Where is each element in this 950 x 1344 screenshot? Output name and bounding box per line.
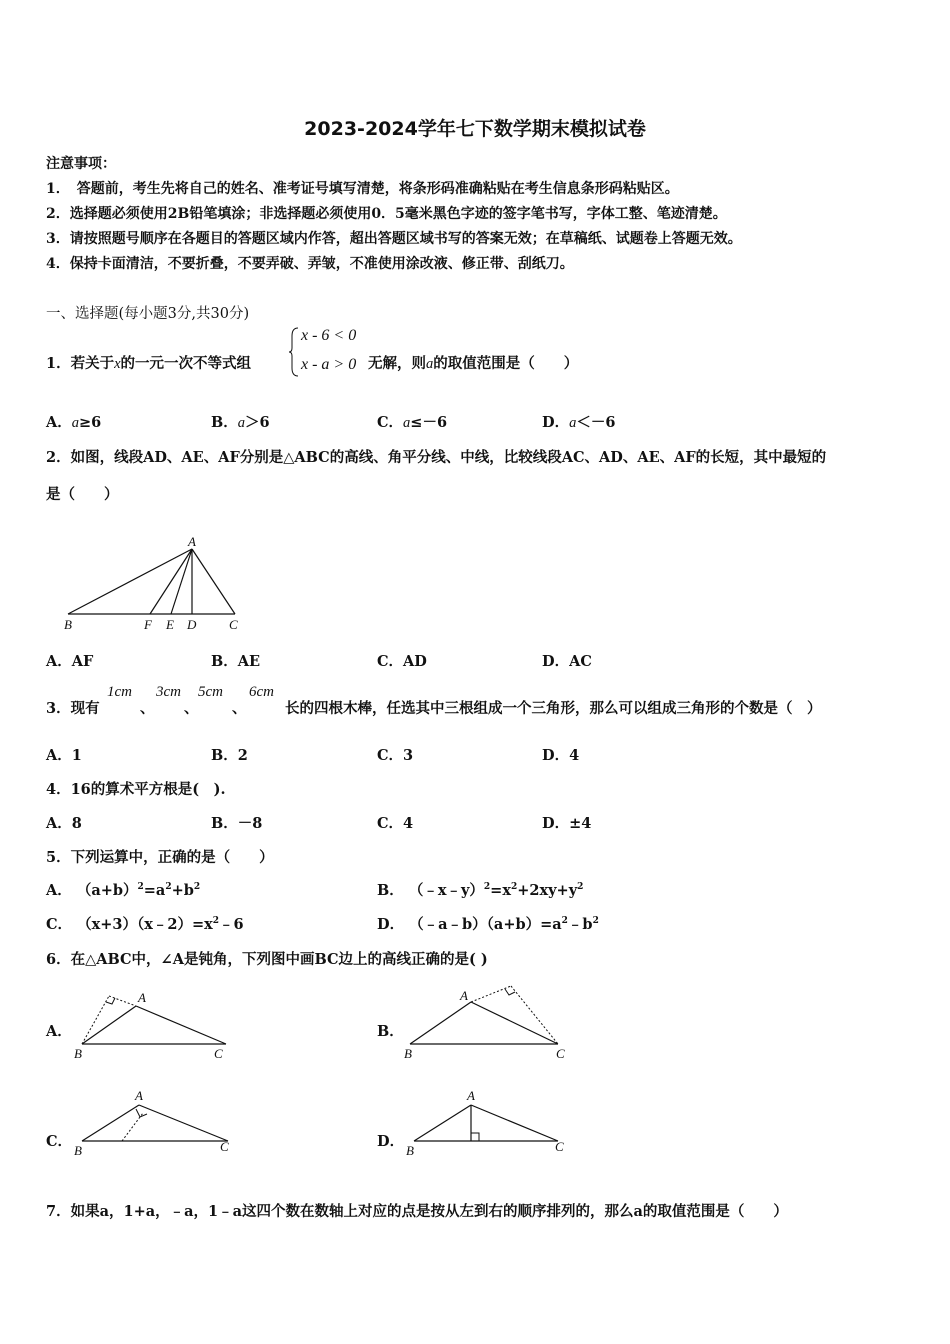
q6-figure-b [398,978,573,1064]
q1-tail2: 的取值范围是（ ） [433,355,579,372]
q3-option-d[interactable]: D．4 [542,747,580,764]
q1-option-c[interactable]: C．a≤－6 [377,414,448,431]
q6d-label-c: C [555,1139,564,1154]
q6b-label-b: B [404,1046,412,1061]
q1-brace [288,326,300,378]
note-item: 1． 答题前，考生先将自己的姓名、准考证号填写清楚，将条形码准确粘贴在考生信息条形码粘贴区。 [46,181,679,197]
q1-var-x: x [114,356,121,372]
q2-label-b: B [64,617,72,632]
q4-option-b[interactable]: B．－8 [211,815,263,832]
q2-option-c[interactable]: C．AD [377,653,427,670]
q6a-label-a: A [138,990,146,1005]
q6b-label-c: C [556,1046,565,1061]
page-title: 2023-2024学年七下数学期末模拟试卷 [304,118,646,140]
q2-option-b[interactable]: B．AE [211,653,261,670]
q2-segment-af [150,549,192,614]
q6d-label-b: B [406,1143,414,1158]
section-heading: 一、选择题(每小题3分,共30分) [46,306,250,322]
q3-option-b[interactable]: B．2 [211,747,248,764]
q6-option-b[interactable]: B． [377,1023,404,1040]
q1-system-line2: x - a > 0 [301,356,357,373]
q6a-label-c: C [214,1046,223,1061]
q2-option-a[interactable]: A．AF [46,653,94,670]
question-4: 4．16的算术平方根是( ). [46,781,226,798]
q6c-label-a: A [135,1088,143,1103]
q1-tail [368,352,578,373]
note-item: 4．保持卡面清洁，不要折叠，不要弄破、弄皱，不准使用涂改液、修正带、刮纸刀。 [46,256,574,272]
q4-option-c[interactable]: C．4 [377,815,414,832]
q3-suffix: 长的四根木棒，任选其中三根组成一个三角形，那么可以组成三角形的个数是（ ） [285,700,822,717]
q6c-label-c: C [220,1139,229,1154]
q6a-label-b: B [74,1046,82,1061]
q5-option-a[interactable]: A． $(a+b)^2=a^2+b^2$ [46,882,201,899]
q6-option-a[interactable]: A． [46,1023,72,1040]
question-2-line1: 2．如图，线段AD、AE、AF分别是△ABC的高线、角平分线、中线，比较线段AC、AD、AE、AF的长短，其中最短的 [46,449,827,466]
q1-prefix: 1．若关于 [46,355,115,372]
q3-length-4: 6cm [249,684,274,700]
q3-sep: 、 [232,700,247,717]
question-6: 6．在△ABC中，∠A是钝角，下列图中画BC边上的高线正确的是( ) [46,951,488,968]
q6-figure-a [70,986,240,1062]
q3-prefix: 3．现有 [46,700,100,717]
q6b-label-a: A [460,988,468,1003]
q2-option-d[interactable]: D．AC [542,653,592,670]
q3-length-1: 1cm [107,684,132,700]
q1-tail1: 无解，则 [368,355,426,372]
q1-option-d[interactable]: D．a＜－6 [542,414,616,431]
q4-option-d[interactable]: D．±4 [542,815,592,832]
q3-option-c[interactable]: C．3 [377,747,414,764]
q6-option-c[interactable]: C． [46,1133,73,1150]
question-2-line2: 是（ ） [46,486,119,503]
question-5: 5．下列运算中，正确的是（ ） [46,849,274,866]
q5-option-c[interactable]: C． $(x+3)(x﹣2)=x^2﹣6$ [46,916,244,933]
q1-system-line1: x - 6 < 0 [301,327,357,344]
q3-length-2: 3cm [156,684,181,700]
q1-option-b[interactable]: B．a＞6 [211,414,270,431]
q3-length-3: 5cm [198,684,223,700]
q1-mid: 的一元一次不等式组 [120,355,252,372]
q2-label-d: D [187,617,197,632]
note-item: 3．请按照题号顺序在各题目的答题区域内作答，超出答题区域书写的答案无效；在草稿纸、试题卷上答题无效。 [46,231,742,247]
q6c-label-b: B [74,1143,82,1158]
q5-option-d[interactable]: D． $(﹣a﹣b)(a+b)=a^2﹣b^2$ [377,916,599,933]
q2-label-a: A [188,534,196,549]
note-item: 2．选择题必须使用2B铅笔填涂；非选择题必须使用0．5毫米黑色字迹的签字笔书写，字体工整、笔迹清楚。 [46,206,727,222]
question-1 [46,352,251,373]
q6-option-d[interactable]: D． [377,1133,405,1150]
q6-figure-d [400,1085,575,1161]
q6-figure-c [70,1085,240,1161]
q3-sep: 、 [184,700,199,717]
q2-segment-ab [68,549,192,614]
q2-label-f: F [144,617,152,632]
q2-segment-ac [192,549,235,614]
q1-option-a[interactable]: A．a≥6 [46,414,102,431]
q4-option-a[interactable]: A．8 [46,815,82,832]
q3-option-a[interactable]: A．1 [46,747,82,764]
q1-var-a: a [426,356,434,372]
q5-option-b[interactable]: B． $(﹣x﹣y)^2=x^2+2xy+y^2$ [377,882,584,899]
q2-figure [58,532,253,634]
q6d-label-a: A [467,1088,475,1103]
q2-label-c: C [229,617,238,632]
notes-heading: 注意事项： [46,156,116,172]
question-7: 7．如果a，1+a，﹣a，1﹣a这四个数在数轴上对应的点是按从左到右的顺序排列的，那么a的取值范围是（ ） [46,1203,788,1220]
q3-sep: 、 [140,700,155,717]
q2-label-e: E [166,617,174,632]
